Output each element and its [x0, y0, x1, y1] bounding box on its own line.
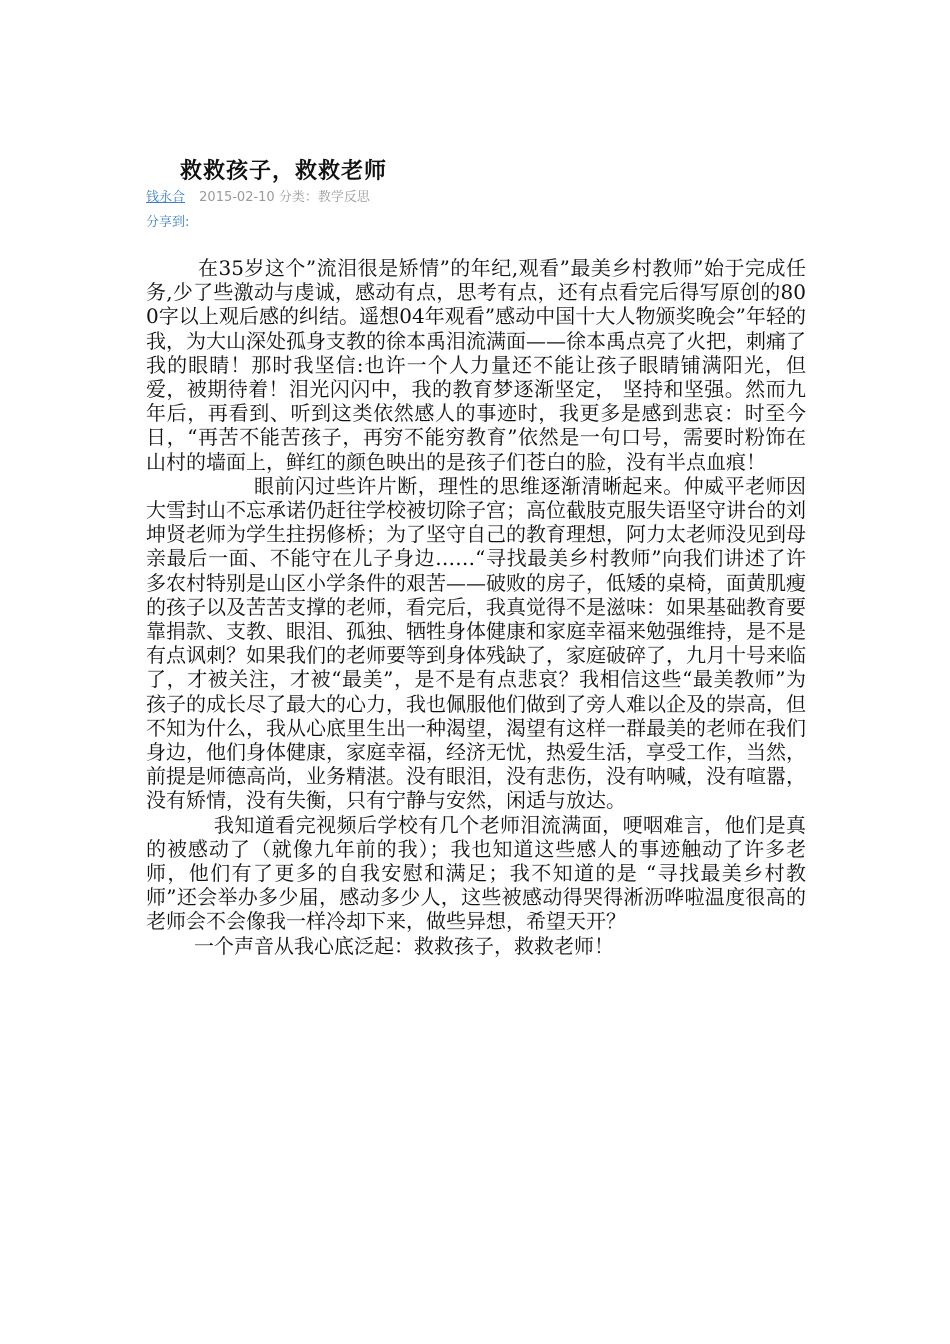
post-date: 2015-02-10	[199, 190, 275, 205]
article-paragraph: 眼前闪过些许片断，理性的思维逐渐清晰起来。仲威平老师因大雪封山不忘承诺仍赶往学校被切除子宫；高位截肢克服失语坚守讲台的刘坤贤老师为学生拄拐修桥；为了坚守自己的教育理想，阿力太老师没见到母亲最后一面、不能守在儿子身边……“寻找最美乡村教师”向我们讲述了许多农村特别是山区小学条件的艰苦——破败的房子，低矮的桌椅，面黄肌瘦的孩子以及苦苦支撑的老师，看完后，我真觉得不是滋味：如果基础教育要靠捐款、支教、眼泪、孤独、牺牲身体健康和家庭幸福来勉强维持，是不是有点讽刺？如果我们的老师要等到身体残缺了，家庭破碎了，九月十号来临了，才被关注，才被“最美”，是不是有点悲哀？我相信这些“最美教师”为孩子的成长尽了最大的心力，我也佩服他们做到了旁人难以企及的崇高，但不知为什么，我从心底里生出一种渴望，渴望有这样一群最美的老师在我们身边，他们身体健康，家庭幸福，经济无忧，热爱生活，享受工作，当然，前提是师德高尚，业务精湛。没有眼泪，没有悲伤，没有呐喊，没有喧嚣，没有矫情，没有失衡，只有宁静与安然，闲适与放达。	[146, 473, 806, 813]
article-body	[146, 256, 806, 958]
category-link[interactable]: 教学反思	[317, 190, 370, 205]
article-meta	[146, 186, 370, 205]
share-label: 分享到:	[146, 215, 190, 230]
category-label: 分类：	[278, 190, 318, 205]
article-paragraph: 一个声音从我心底泛起：救救孩子，救救老师！	[194, 933, 614, 958]
article-title: 救救孩子，救救老师	[180, 159, 388, 184]
article-paragraph: 在35岁这个”流泪很是矫情”的年纪,观看”最美乡村教师”始于完成任务,少了些激动与虔诚，感动有点，思考有点，还有点看完后得写原创的800字以上观后感的纠结。遥想04年观看”感动中国十大人物颁奖晚会”年轻的我，为大山深处孤身支教的徐本禹泪流满面——徐本禹点亮了火把，刺痛了我的眼睛！那时我坚信:也许一个人力量还不能让孩子眼睛铺满阳光，但爱，被期待着！泪光闪闪中，我的教育梦逐渐坚定， 坚持和坚强。然而九年后，再看到、听到这类依然感人的事迹时，我更多是感到悲哀：时至今日，“再苦不能苦孩子，再穷不能穷教育”依然是一句口号，需要时粉饰在山村的墙面上，鲜红的颜色映出的是孩子们苍白的脸，没有半点血痕！	[146, 256, 806, 474]
author-link[interactable]: 钱永合	[146, 190, 186, 205]
article-paragraph: 我知道看完视频后学校有几个老师泪流满面，哽咽难言，他们是真的被感动了（就像九年前的我）；我也知道这些感人的事迹触动了许多老师，他们有了更多的自我安慰和满足；我不知道的是 “寻找最美乡村教师”还会举办多少届，感动多少人，这些被感动得哭得淅沥哗啦温度很高的老师会不会像我一样冷却下来，做些异想，希望天开？	[146, 812, 806, 934]
